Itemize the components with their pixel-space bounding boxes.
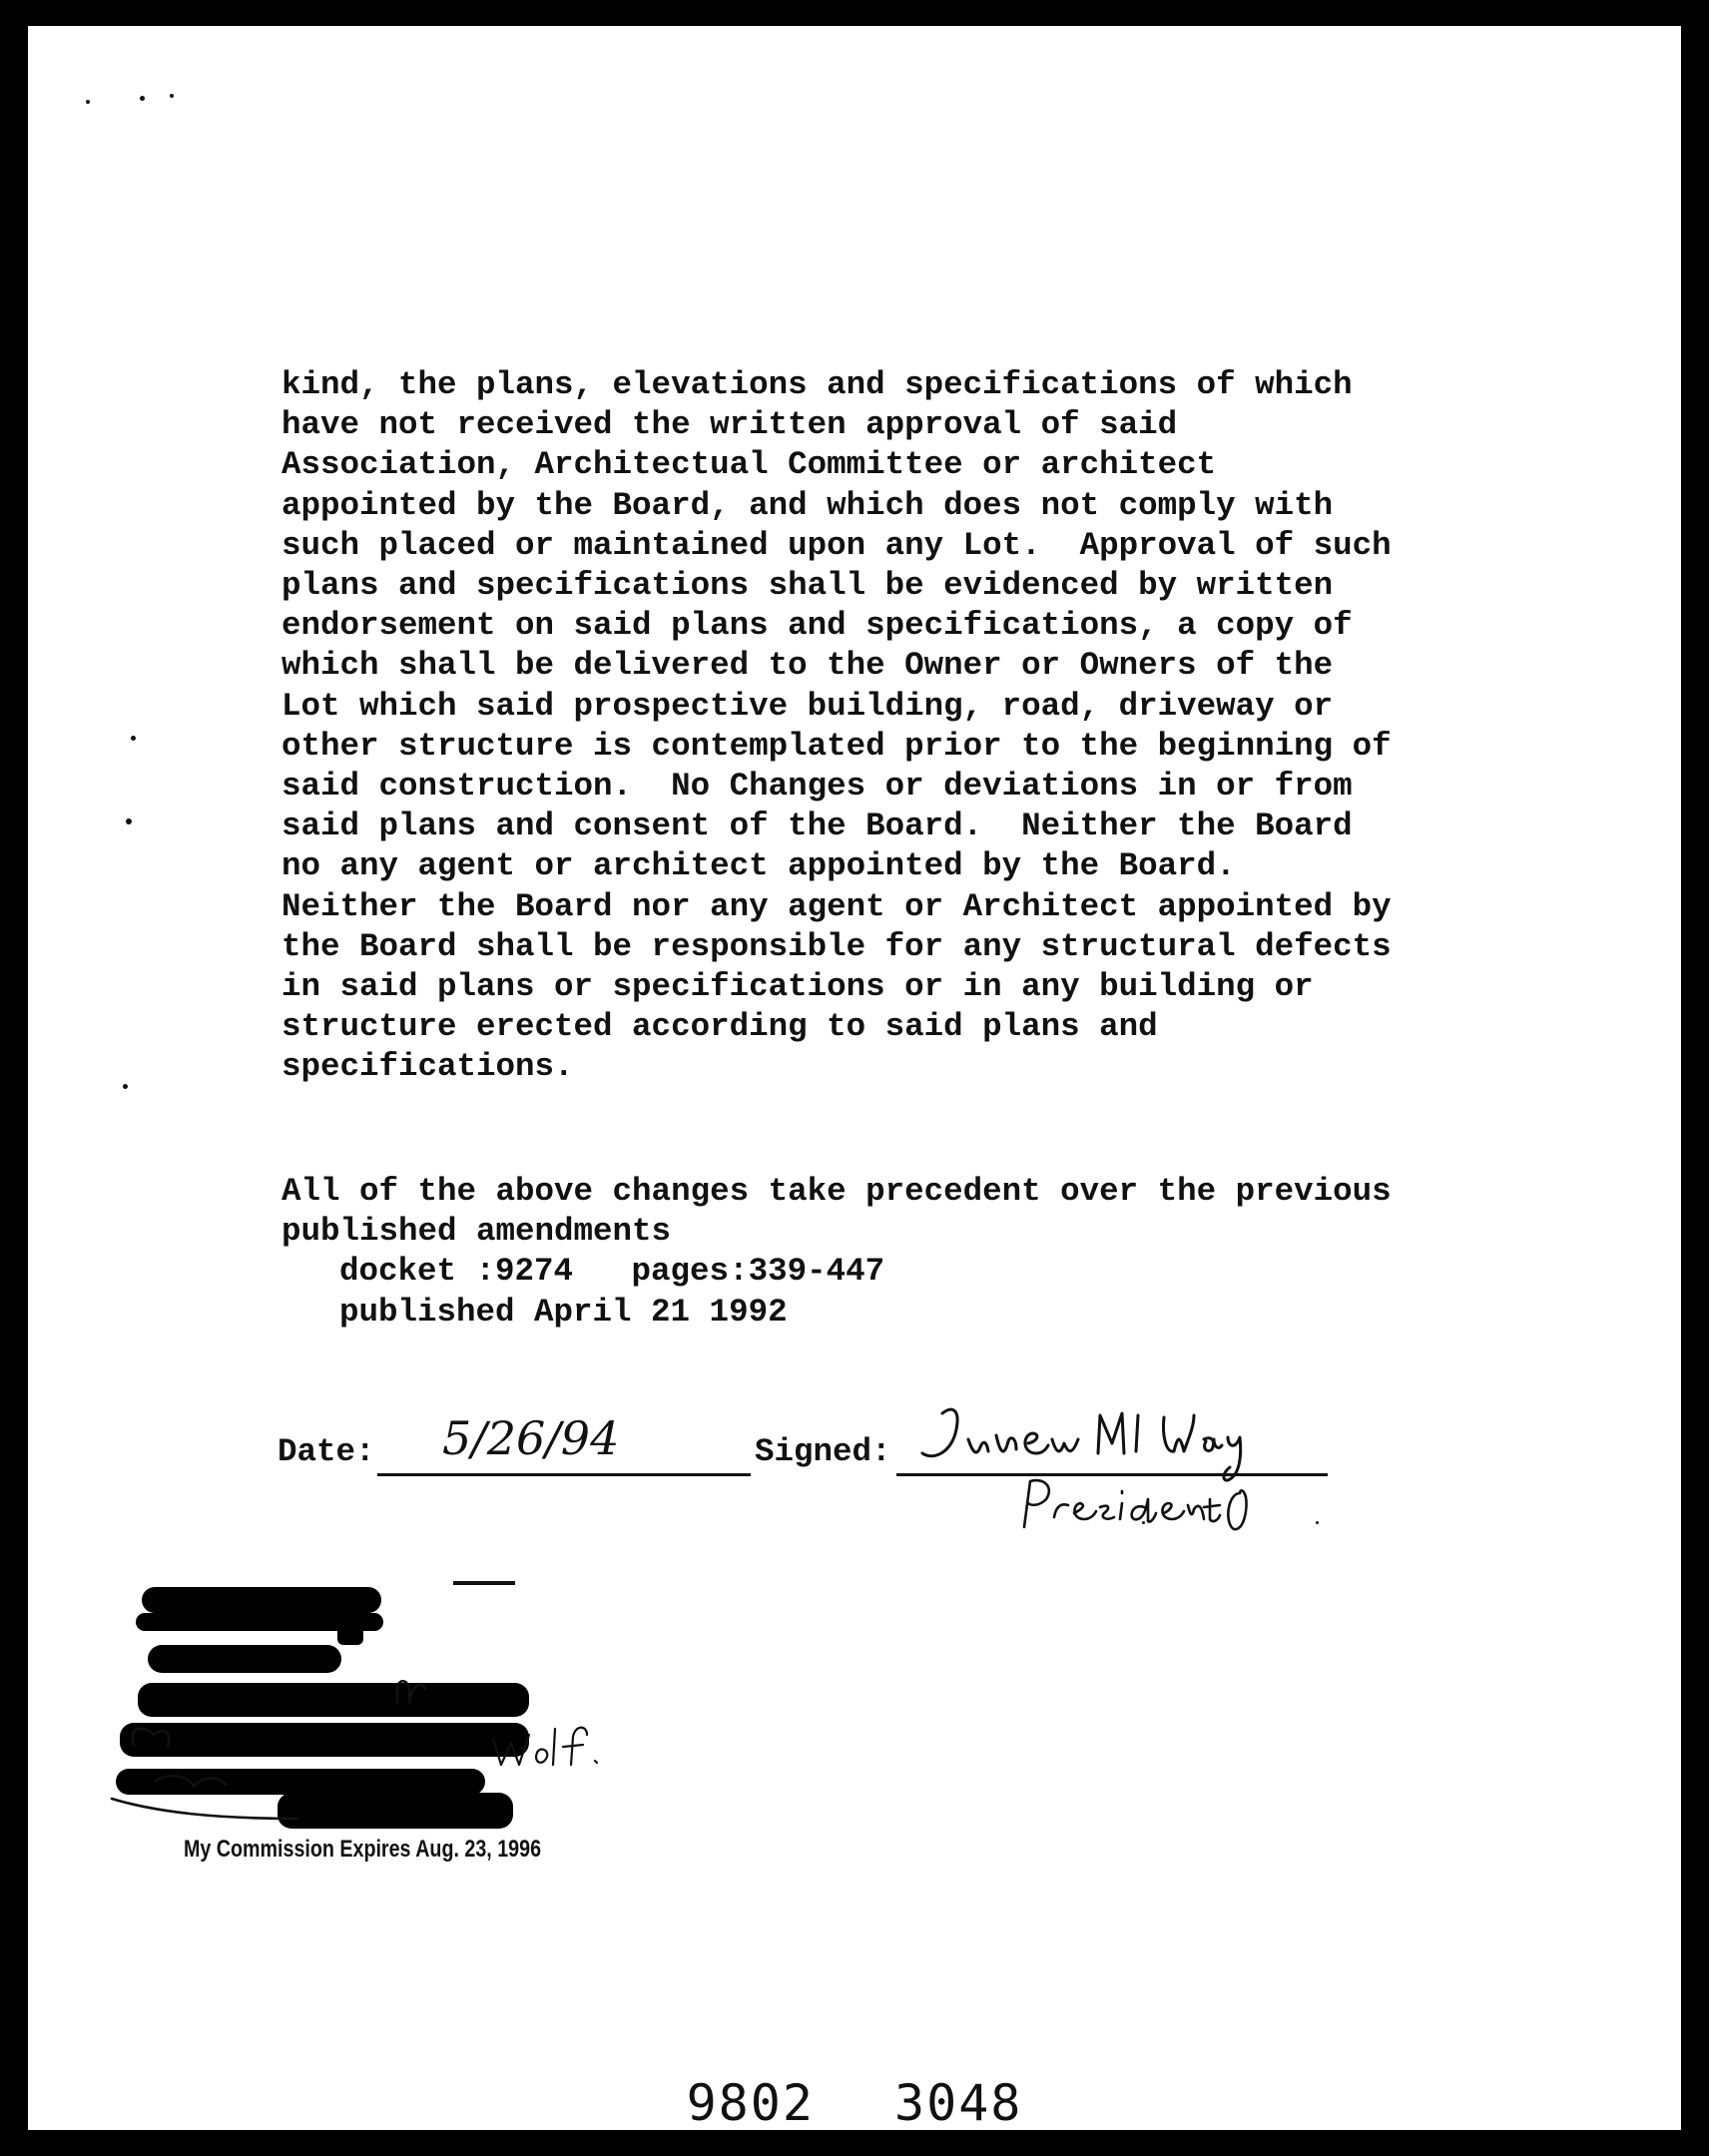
scan-speck — [123, 1084, 128, 1089]
ink-dash — [453, 1581, 515, 1585]
paragraph-line: Lot which said prospective building, road, driveway or — [282, 687, 1334, 725]
paragraph-line: no any agent or architect appointed by the Board. — [282, 847, 1236, 885]
paragraph-line: such placed or maintained upon any Lot. Approval of such — [282, 526, 1392, 564]
president-title-handwritten — [1014, 1469, 1304, 1539]
paragraph-line: said construction. No Changes or deviations in or from — [282, 768, 1353, 806]
paragraph-line: structure erected according to said plans and — [282, 1008, 1158, 1046]
paragraph-line: appointed by the Board, and which does not comply with — [282, 486, 1334, 524]
document-number-stamp — [28, 2074, 1681, 2130]
document-page — [28, 26, 1681, 2130]
paragraph-line: said plans and consent of the Board. Neither the Board — [282, 808, 1353, 845]
date-value: 5/26/94 — [442, 1411, 620, 1465]
scan-speck — [131, 736, 136, 741]
paragraph-line: specifications. — [282, 1048, 574, 1086]
notary-handwriting — [98, 1643, 817, 1833]
notary-block — [98, 1583, 817, 1883]
docket-reference: docket :9274 pages:339-447 — [339, 1253, 885, 1291]
scan-speck — [140, 96, 145, 101]
paragraph-line: other structure is contemplated prior to the beginning of — [282, 727, 1392, 765]
paragraph-line: the Board shall be responsible for any structural defects — [282, 927, 1392, 965]
paragraph-line: endorsement on said plans and specifications, a copy of — [282, 607, 1353, 645]
amendment-note — [282, 1172, 1519, 1333]
note-line: All of the above changes take precedent over the previous — [282, 1173, 1392, 1210]
redaction-bar — [136, 1613, 383, 1631]
paragraph-line: Neither the Board nor any agent or Architect appointed by — [282, 887, 1392, 925]
note-line: published amendments — [282, 1213, 672, 1251]
date-underline — [377, 1473, 751, 1476]
document-number-part: 3048 — [894, 2074, 1023, 2130]
paragraph-line: in said plans or specifications or in any building or — [282, 968, 1314, 1006]
scan-speck — [86, 100, 90, 104]
paragraph-line: which shall be delivered to the Owner or Owners of the — [282, 647, 1334, 685]
paragraph-line: have not received the written approval of said — [282, 406, 1178, 444]
paragraph-line: kind, the plans, elevations and specifications of which — [282, 366, 1353, 403]
document-number-part: 9802 — [686, 2074, 815, 2130]
commission-expiration: My Commission Expires Aug. 23, 1996 — [184, 1836, 542, 1863]
date-label: Date: — [278, 1433, 375, 1470]
scan-speck — [170, 94, 174, 98]
covenant-paragraph — [282, 365, 1519, 1088]
signed-label: Signed: — [755, 1433, 891, 1470]
paragraph-line: Association, Architectual Committee or architect — [282, 446, 1217, 484]
publication-date: published April 21 1992 — [339, 1293, 788, 1331]
signature-row — [278, 1413, 1376, 1523]
paragraph-line: plans and specifications shall be evidenced by written — [282, 567, 1334, 605]
scan-speck — [126, 818, 132, 824]
